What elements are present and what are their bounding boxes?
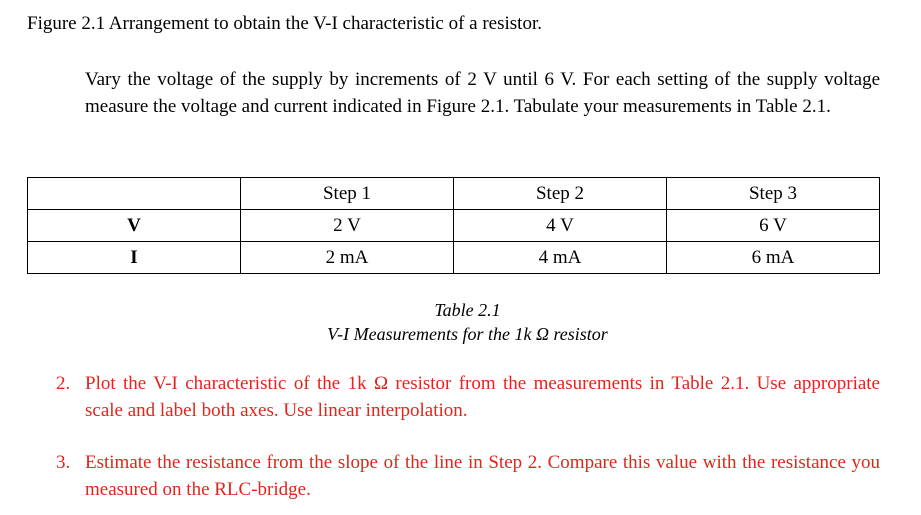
table-header-step-2: Step 2 <box>454 178 667 210</box>
task-text: Plot the V-I characteristic of the 1k Ω resistor from the measurements in Table 2.1. Use appropriate scale and label both axes. Use linear interpolation. <box>85 373 880 421</box>
table-header-row <box>28 178 880 210</box>
table-cell-current-step-1: 2 mA <box>241 242 454 274</box>
row-label-voltage: V <box>28 210 241 242</box>
figure-caption: Figure 2.1 Arrangement to obtain the V-I characteristic of a resistor. <box>27 13 542 34</box>
table-cell-current-step-2: 4 mA <box>454 242 667 274</box>
table-cell-voltage-step-3: 6 V <box>667 210 880 242</box>
table-caption-title: Table 2.1 <box>434 300 501 320</box>
task-number: 3. <box>56 452 71 473</box>
table-row-current <box>28 242 880 274</box>
measurements-table <box>27 177 880 274</box>
row-label-current: I <box>28 242 241 274</box>
table-cell-current-step-3: 6 mA <box>667 242 880 274</box>
task-item-2 <box>56 370 880 424</box>
table-header-step-3: Step 3 <box>667 178 880 210</box>
table-header-empty <box>28 178 241 210</box>
task-number: 2. <box>56 373 71 394</box>
table-cell-voltage-step-1: 2 V <box>241 210 454 242</box>
table-caption-subtitle: V-I Measurements for the 1k Ω resistor <box>327 324 608 344</box>
task-item-3 <box>56 449 880 503</box>
table-cell-voltage-step-2: 4 V <box>454 210 667 242</box>
instructions-paragraph: Vary the voltage of the supply by increments of 2 V until 6 V. For each setting of the supply voltage measure the voltage and current indicated in Figure 2.1. Tabulate your measurements in Table 2.1. <box>85 69 880 117</box>
task-text: Estimate the resistance from the slope of the line in Step 2. Compare this value with the resistance you measured on the RLC-bridge. <box>85 452 880 500</box>
table-row-voltage <box>28 210 880 242</box>
table-header-step-1: Step 1 <box>241 178 454 210</box>
